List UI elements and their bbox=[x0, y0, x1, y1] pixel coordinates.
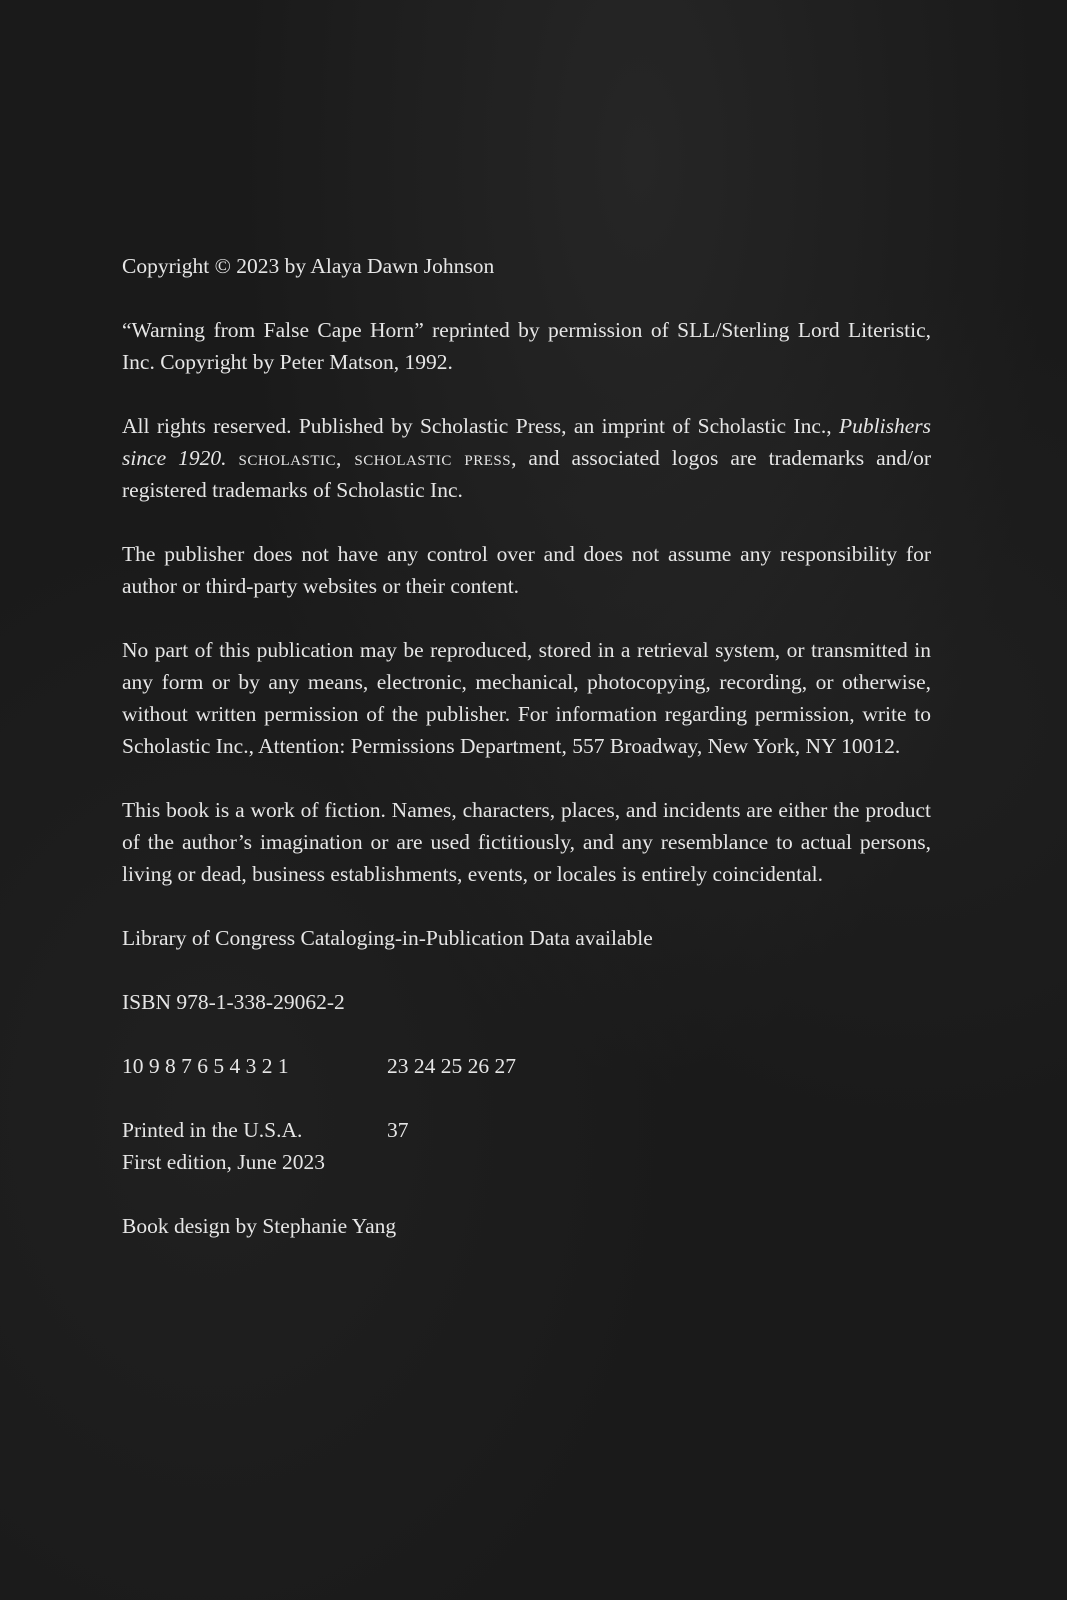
printed-in: Printed in the U.S.A. bbox=[122, 1118, 303, 1142]
fiction-notice: This book is a work of fiction. Names, characters, places, and incidents are either the product of the author’s imagination or are used fictitiously, and any resemblance to actual persons, living or dead, business establishments, events, or locales is entirely coincidental. bbox=[122, 798, 931, 886]
loc-data-line: Library of Congress Cataloging-in-Publication Data available bbox=[122, 926, 653, 950]
book-design-credit: Book design by Stephanie Yang bbox=[122, 1214, 397, 1238]
warning-permission-notice: “Warning from False Cape Horn” reprinted by permission of SLL/Sterling Lord Literistic, Inc. Copyright by Peter Matson, 1992. bbox=[122, 318, 931, 374]
printed-in-row bbox=[122, 1114, 931, 1146]
printing-row bbox=[122, 1050, 931, 1082]
year-line: 23 24 25 26 27 bbox=[387, 1054, 516, 1078]
printing-line: 10 9 8 7 6 5 4 3 2 1 bbox=[122, 1054, 289, 1078]
copyright-line: Copyright © 2023 by Alaya Dawn Johnson bbox=[122, 254, 495, 278]
first-edition: First edition, June 2023 bbox=[122, 1150, 326, 1174]
rights-text-2: , and associated logos are trademarks and/or registered trademarks of Scholastic Inc. bbox=[122, 446, 931, 502]
copyright-page bbox=[122, 250, 931, 1274]
isbn-line: ISBN 978-1-338-29062-2 bbox=[122, 990, 345, 1014]
rights-text-1: All rights reserved. Published by Scholastic Press, an imprint of Scholastic Inc., bbox=[122, 414, 840, 438]
printer-code: 37 bbox=[387, 1118, 409, 1142]
scholastic-smallcaps: scholastic, scholastic press bbox=[238, 446, 512, 470]
publishers-since-italic: Publishers since 1920. bbox=[122, 414, 931, 470]
no-part-notice: No part of this publication may be reproduced, stored in a retrieval system, or transmitted in any form or by any means, electronic, mechanical, photocopying, recording, or otherwise, without written permission of the publisher. For information regarding permission, write to Scholastic Inc., Attention: Permissions Department, 557 Broadway, New York, NY 10012. bbox=[122, 638, 931, 758]
rights-reserved-notice bbox=[122, 410, 931, 506]
publisher-control-notice: The publisher does not have any control over and does not assume any responsibility for author or third-party websites or their content. bbox=[122, 542, 931, 598]
